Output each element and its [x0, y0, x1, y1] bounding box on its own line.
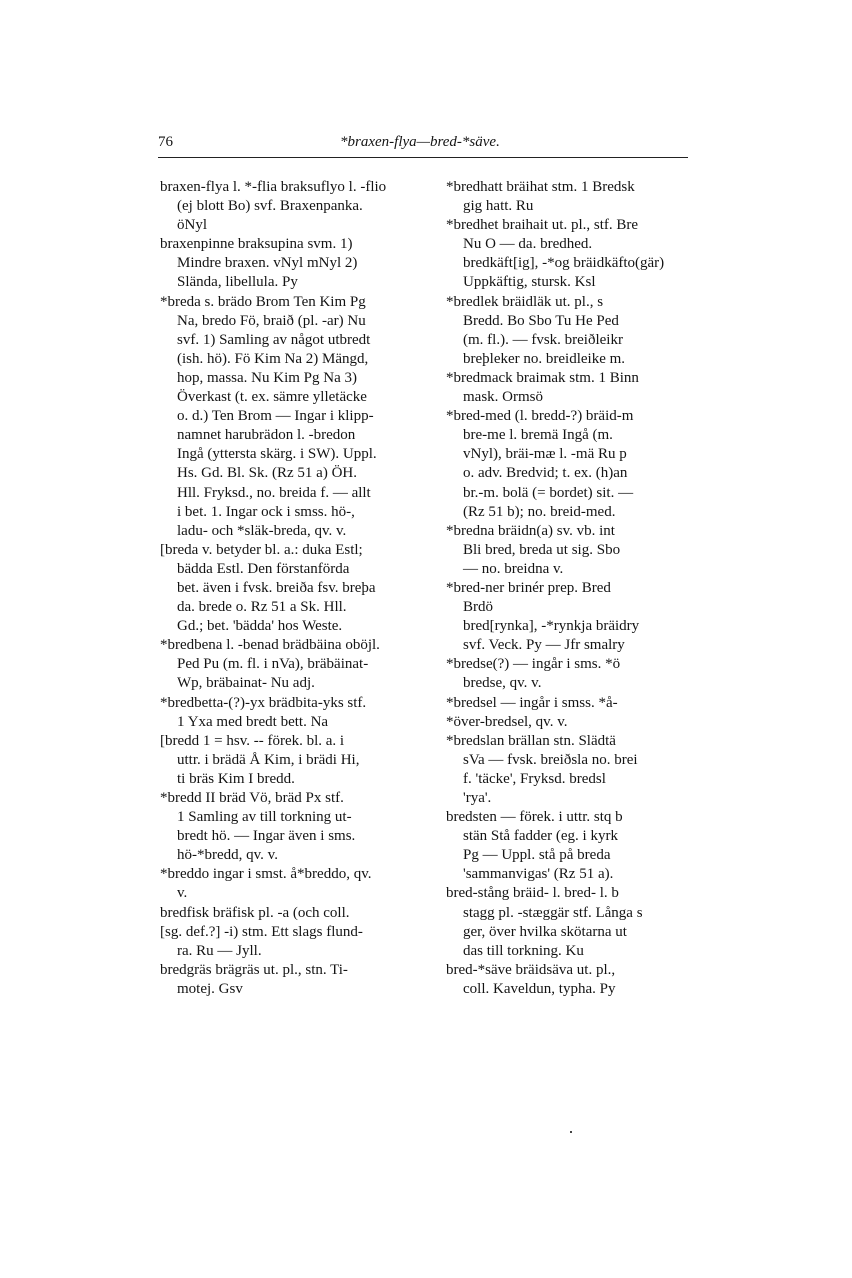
right-column	[446, 178, 692, 999]
text-line: o. adv. Bredvid; t. ex. (h)an	[463, 465, 628, 482]
text-line: bredkäft[ig], -*og bräidkäfto(gär)	[463, 255, 665, 272]
text-line: *bred-med (l. bredd-?) bräid-m	[446, 408, 634, 425]
text-line: *bredslan brällan stn. Slädtä	[446, 732, 616, 749]
header-rule	[158, 157, 688, 158]
text-line: Na, bredo Fö, braið (pl. -ar) Nu	[177, 312, 366, 329]
text-line: braxen-flya l. *-flia braksuflyo l. -flio	[160, 179, 387, 195]
stray-dot	[570, 1131, 572, 1133]
running-head: *braxen-flya—bred-*säve.	[340, 134, 500, 150]
text-line: bredsten — förek. i uttr. stq b	[446, 809, 623, 826]
text-line: [bredd 1 = hsv. -- förek. bl. a. i	[160, 732, 345, 749]
text-line: gig hatt. Ru	[463, 198, 534, 215]
text-line: stagg pl. -stæggär stf. Långa s	[463, 904, 643, 921]
text-line: f. 'täcke', Fryksd. bredsl	[463, 770, 606, 787]
text-line: Ped Pu (m. fl. i nVa), bräbäinat-	[177, 656, 369, 673]
text-line: *över-bredsel, qv. v.	[446, 713, 568, 730]
text-line: *breddo ingar i smst. å*breddo, qv.	[160, 866, 372, 883]
text-line: br.-m. bolä (= bordet) sit. —	[463, 484, 634, 501]
text-line: öNyl	[177, 217, 207, 234]
text-line: Slända, libellula. Py	[177, 274, 298, 291]
text-line: *bredbetta-(?)-yx brädbita-yks stf.	[160, 694, 367, 711]
text-line: (ej blott Bo) svf. Braxenpanka.	[177, 198, 363, 215]
text-line: namnet harubrädon l. -bredon	[177, 427, 356, 444]
text-line: motej. Gsv	[177, 980, 243, 997]
text-line: *bredmack braimak stm. 1 Binn	[446, 369, 639, 386]
text-line: bred-stång bräid- l. bred- l. b	[446, 885, 619, 902]
text-line: svf. Veck. Py — Jfr smalry	[463, 637, 625, 654]
text-line: mask. Ormsö	[463, 389, 543, 406]
text-line: 'rya'.	[463, 790, 492, 806]
text-line: Wp, bräbainat- Nu adj.	[177, 675, 315, 692]
text-line: (Rz 51 b); no. breid-med.	[463, 503, 616, 520]
text-line: bet. även i fvsk. breiða fsv. breþa	[177, 579, 376, 596]
text-line: coll. Kaveldun, typha. Py	[463, 980, 616, 997]
text-line: *bredhatt bräihat stm. 1 Bredsk	[446, 179, 635, 195]
text-line: das till torkning. Ku	[463, 942, 584, 959]
text-line: Hll. Fryksd., no. breida f. — allt	[177, 484, 371, 501]
text-line: — no. breidna v.	[463, 560, 564, 577]
text-line: Bredd. Bo Sbo Tu He Ped	[463, 312, 619, 329]
text-line: ger, över hvilka skötarna ut	[463, 923, 627, 940]
text-line: *bred-ner brinér prep. Bred	[446, 579, 611, 596]
text-line: Pg — Uppl. stå på breda	[463, 847, 611, 864]
text-line: Överkast (t. ex. sämre ylletäcke	[177, 389, 367, 406]
text-line: 1 Yxa med bredt bett. Na	[177, 713, 329, 730]
text-line: Mindre braxen. vNyl mNyl 2)	[177, 255, 358, 272]
text-line: i bet. 1. Ingar ock i smss. hö-,	[177, 503, 355, 520]
text-line: uttr. i brädä Å Kim, i brädi Hi,	[177, 751, 360, 768]
text-line: bred-*säve bräidsäva ut. pl.,	[446, 961, 616, 978]
text-line: *breda s. brädo Brom Ten Kim Pg	[160, 293, 366, 310]
text-line: [breda v. betyder bl. a.: duka Estl;	[160, 541, 363, 558]
text-line: *bredbena l. -benad brädbäina oböjl.	[160, 637, 380, 654]
text-line: *bredse(?) — ingår i sms. *ö	[446, 656, 621, 673]
text-line: [sg. def.?] -i) stm. Ett slags flund-	[160, 923, 363, 940]
text-line: Uppkäftig, stursk. Ksl	[463, 274, 596, 291]
text-line: Brdö	[463, 599, 493, 616]
text-line: stän Stå fadder (eg. i kyrk	[463, 828, 618, 845]
text-line: bre-me l. bremä Ingå (m.	[463, 427, 613, 444]
text-line: 1 Samling av till torkning ut-	[177, 809, 352, 826]
text-line: Nu O — da. bredhed.	[463, 236, 593, 253]
text-line: sVa — fvsk. breiðsla no. brei	[463, 751, 638, 768]
text-line: Bli bred, breda ut sig. Sbo	[463, 541, 621, 558]
page-number: 76	[158, 134, 173, 150]
text-line: braxenpinne braksupina svm. 1)	[160, 236, 353, 253]
text-line: bredgräs brägräs ut. pl., stn. Ti-	[160, 961, 348, 978]
text-line: ti bräs Kim I bredd.	[177, 770, 295, 787]
text-line: o. d.) Ten Brom — Ingar i klipp-	[177, 408, 374, 425]
text-line: bredse, qv. v.	[463, 675, 542, 692]
text-line: hö-*bredd, qv. v.	[177, 847, 278, 864]
text-line: hop, massa. Nu Kim Pg Na 3)	[177, 369, 357, 386]
text-line: *bredna bräidn(a) sv. vb. int	[446, 522, 615, 539]
text-line: *bredlek bräidläk ut. pl., s	[446, 293, 604, 310]
text-line: (ish. hö). Fö Kim Na 2) Mängd,	[177, 350, 369, 367]
text-line: Ingå (yttersta skärg. i SW). Uppl.	[177, 446, 377, 463]
text-line: 'sammanvigas' (Rz 51 a).	[463, 866, 614, 883]
text-line: (m. fl.). — fvsk. breiðleikr	[463, 331, 623, 348]
text-line: ra. Ru — Jyll.	[177, 942, 262, 959]
text-line: da. brede o. Rz 51 a Sk. Hll.	[177, 599, 347, 616]
text-line: bred[rynka], -*rynkja bräidry	[463, 618, 640, 635]
text-line: *bredsel — ingår i smss. *å-	[446, 694, 618, 711]
text-line: breþleker no. breidleike m.	[463, 350, 626, 367]
text-line: ladu- och *släk-breda, qv. v.	[177, 522, 347, 539]
text-line: bredt hö. — Ingar även i sms.	[177, 828, 356, 845]
text-line: *bredhet braihait ut. pl., stf. Bre	[446, 217, 639, 234]
text-line: bredfisk bräfisk pl. -a (och coll.	[160, 904, 350, 921]
text-line: v.	[177, 885, 188, 902]
text-line: vNyl), bräi-mæ l. -mä Ru p	[463, 446, 627, 463]
text-line: bädda Estl. Den förstanförda	[177, 560, 350, 577]
text-line: Hs. Gd. Bl. Sk. (Rz 51 a) ÖH.	[177, 465, 357, 482]
text-line: *bredd II bräd Vö, bräd Px stf.	[160, 790, 344, 806]
text-line: svf. 1) Samling av något utbredt	[177, 331, 371, 348]
text-line: Gd.; bet. 'bädda' hos Weste.	[177, 618, 343, 635]
left-column	[160, 178, 438, 999]
